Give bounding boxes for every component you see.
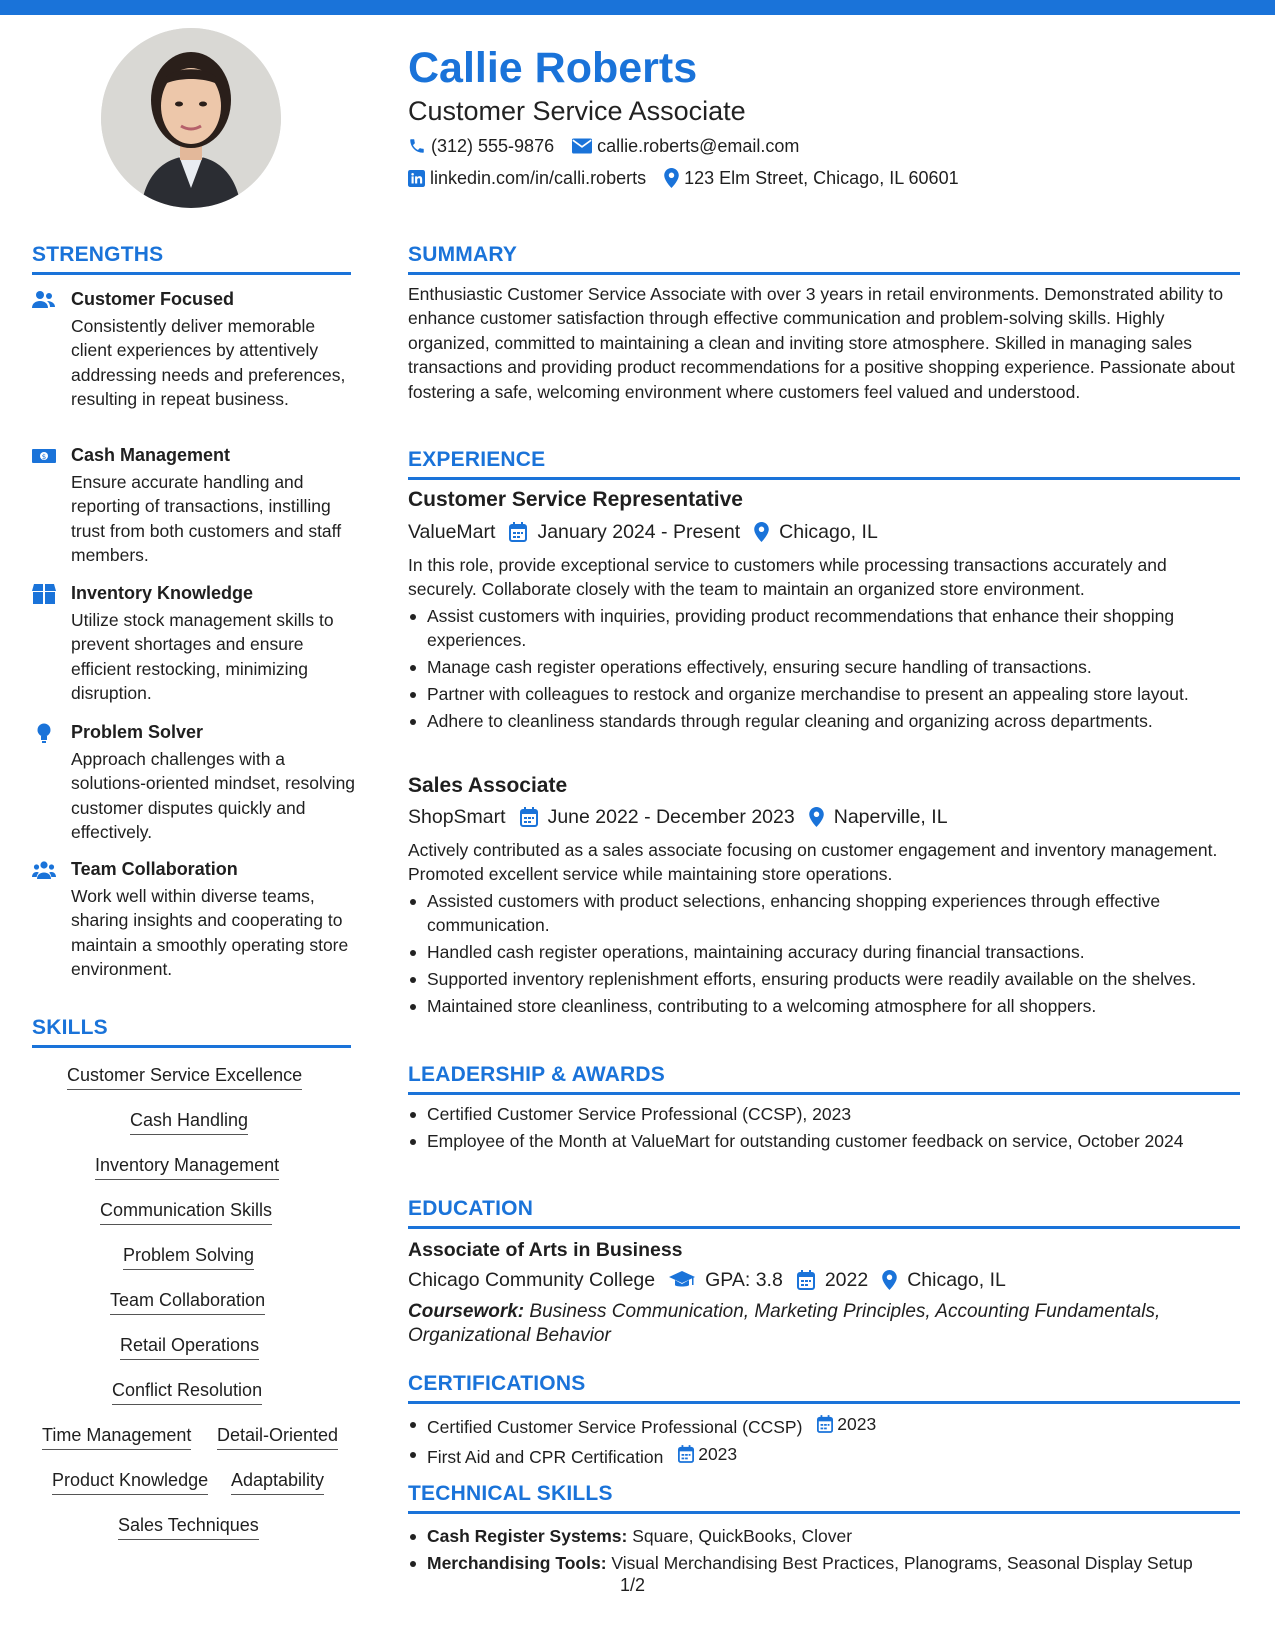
linkedin-contact[interactable] — [408, 167, 646, 189]
technical-list — [408, 1524, 1240, 1578]
graduation-year: 2022 — [824, 1269, 869, 1291]
linkedin-icon — [408, 170, 425, 187]
contact-row-2 — [408, 167, 959, 189]
address-contact — [664, 167, 959, 189]
job-role: Sales Associate — [408, 774, 568, 797]
job-meta — [408, 520, 878, 544]
list-item — [408, 1551, 1240, 1575]
cert-name: Certified Customer Service Professional (CCSP) — [427, 1417, 803, 1438]
svg-text:$: $ — [41, 453, 47, 461]
coursework — [408, 1300, 1240, 1348]
top-accent-bar — [0, 0, 1275, 15]
calendar-icon — [797, 1270, 815, 1290]
email-contact[interactable] — [572, 135, 799, 157]
summary-heading: SUMMARY — [408, 243, 518, 266]
skill-tag: Customer Service Excellence — [67, 1064, 302, 1090]
job-description: In this role, provide exceptional service to customers while processing transactions accurately and securely. Collaborate closely with the team to maintain an organized store environment. — [408, 555, 1167, 600]
skill-tag: Conflict Resolution — [112, 1379, 262, 1405]
job-dates: January 2024 - Present — [537, 521, 741, 543]
tech-value: Visual Merchandising Best Practices, Planograms, Seasonal Display Setup — [611, 1553, 1193, 1573]
technical-heading: TECHNICAL SKILLS — [408, 1482, 613, 1505]
section-divider — [408, 1226, 1240, 1229]
leadership-list — [408, 1102, 1240, 1156]
strengths-heading: STRENGTHS — [32, 243, 164, 266]
certifications-section-header — [408, 1371, 1240, 1404]
candidate-title: Customer Service Associate — [408, 96, 746, 126]
gpa-text: GPA: 3.8 — [705, 1269, 783, 1291]
contact-row-1 — [408, 135, 799, 157]
strength-title: Cash Management — [71, 445, 231, 465]
degree-title: Associate of Arts in Business — [408, 1239, 683, 1261]
job-location: Chicago, IL — [779, 521, 878, 543]
box-icon — [32, 584, 56, 604]
graduation-cap-icon — [669, 1271, 695, 1289]
tech-label: Merchandising Tools: — [427, 1553, 607, 1573]
strength-title: Problem Solver — [71, 722, 204, 742]
strength-desc: Work well within diverse teams, sharing insights and cooperating to maintain a smoothly operating store environment. — [71, 886, 349, 980]
map-pin-icon — [754, 522, 769, 542]
address-text: 123 Elm Street, Chicago, IL 60601 — [684, 168, 959, 188]
job-location: Naperville, IL — [833, 806, 948, 828]
page-number: 1/2 — [620, 1575, 646, 1595]
section-divider — [408, 1511, 1240, 1514]
linkedin-text[interactable]: linkedin.com/in/calli.roberts — [430, 168, 647, 188]
section-divider — [32, 272, 351, 275]
education-section-header — [408, 1196, 1240, 1229]
calendar-icon — [509, 522, 527, 542]
profile-photo — [101, 28, 281, 208]
team-icon — [32, 860, 56, 880]
job-bullets — [408, 889, 1240, 1021]
certifications-heading: CERTIFICATIONS — [408, 1372, 586, 1395]
coursework-label: Coursework: — [408, 1301, 525, 1322]
strength-title: Team Collaboration — [71, 859, 238, 879]
summary-section-header — [408, 242, 1240, 275]
job-dates: June 2022 - December 2023 — [547, 806, 795, 828]
section-divider — [32, 1045, 351, 1048]
list-item: Adhere to cleanliness standards through regular cleaning and organizing across departments. — [408, 709, 1240, 733]
list-item: Assisted customers with product selections, enhancing shopping experiences through effective communication. — [408, 889, 1240, 938]
skill-tag: Detail-Oriented — [217, 1424, 338, 1450]
strength-title: Inventory Knowledge — [71, 583, 254, 603]
education-meta — [408, 1268, 1006, 1292]
phone-text: (312) 555-9876 — [431, 136, 555, 156]
tech-label: Cash Register Systems: — [427, 1526, 628, 1546]
job-role: Customer Service Representative — [408, 488, 743, 511]
envelope-icon — [572, 138, 592, 154]
skills-heading: SKILLS — [32, 1016, 108, 1039]
lightbulb-icon — [32, 723, 56, 743]
education-heading: EDUCATION — [408, 1197, 534, 1220]
section-divider — [408, 272, 1240, 275]
experience-section-header — [408, 447, 1240, 480]
list-item — [408, 1524, 1240, 1548]
list-item: Partner with colleagues to restock and organize merchandise to present an appealing store layout. — [408, 682, 1240, 706]
cert-year: 2023 — [698, 1444, 738, 1465]
leadership-heading: LEADERSHIP & AWARDS — [408, 1063, 665, 1086]
skill-tag: Retail Operations — [120, 1334, 259, 1360]
skill-tag: Problem Solving — [123, 1244, 254, 1270]
school-location: Chicago, IL — [907, 1269, 1006, 1291]
skill-tag: Product Knowledge — [52, 1469, 208, 1495]
strength-desc: Ensure accurate handling and reporting of transactions, instilling trust from both customers and staff members. — [71, 472, 342, 566]
job-meta — [408, 805, 948, 829]
strength-desc: Consistently deliver memorable client experiences by attentively addressing needs and preferences, resulting in repeat business. — [71, 316, 346, 410]
calendar-icon — [678, 1445, 694, 1463]
job-company: ShopSmart — [408, 806, 506, 828]
coursework-text: Business Communication, Marketing Principles, Accounting Fundamentals, Organizational Behavior — [408, 1301, 1161, 1346]
skill-tag: Cash Handling — [130, 1109, 248, 1135]
calendar-icon — [520, 807, 538, 827]
job-company: ValueMart — [408, 521, 496, 543]
school-name: Chicago Community College — [408, 1269, 656, 1291]
list-item: Certified Customer Service Professional (CCSP), 2023 — [408, 1102, 1240, 1126]
skill-tag: Time Management — [42, 1424, 191, 1450]
tech-value: Square, QuickBooks, Clover — [632, 1526, 853, 1546]
skills-section-header — [32, 1015, 351, 1048]
skill-tag: Adaptability — [231, 1469, 324, 1495]
email-text[interactable]: callie.roberts@email.com — [597, 136, 800, 156]
map-pin-icon — [882, 1270, 897, 1290]
candidate-name: Callie Roberts — [408, 44, 698, 92]
skill-tag: Team Collaboration — [110, 1289, 265, 1315]
users-icon — [32, 290, 56, 310]
leadership-section-header — [408, 1062, 1240, 1095]
strength-desc: Utilize stock management skills to prevent shortages and ensure efficient restocking, minimizing disruption. — [71, 610, 334, 704]
money-bill-icon — [32, 446, 56, 466]
skill-tag: Communication Skills — [100, 1199, 272, 1225]
skill-tag: Inventory Management — [95, 1154, 279, 1180]
section-divider — [408, 1401, 1240, 1404]
phone-contact — [408, 135, 554, 157]
job-description: Actively contributed as a sales associate focusing on customer engagement and inventory management. Promoted excellent service while maintaining store operations. — [408, 840, 1218, 885]
certifications-list — [408, 1412, 1240, 1472]
calendar-icon — [817, 1415, 833, 1433]
list-item: Manage cash register operations effectively, ensuring secure handling of transactions. — [408, 655, 1240, 679]
map-pin-icon — [664, 168, 679, 188]
strength-title: Customer Focused — [71, 289, 235, 309]
cert-name: First Aid and CPR Certification — [427, 1447, 664, 1468]
skill-tag: Sales Techniques — [118, 1514, 259, 1540]
cert-year: 2023 — [837, 1414, 877, 1434]
list-item: Supported inventory replenishment efforts, ensuring products were readily available on the shelves. — [408, 967, 1240, 991]
strengths-section-header — [32, 242, 351, 275]
list-item: Employee of the Month at ValueMart for outstanding customer feedback on service, October 2024 — [408, 1129, 1240, 1153]
section-divider — [408, 1092, 1240, 1095]
list-item: Handled cash register operations, maintaining accuracy during financial transactions. — [408, 940, 1240, 964]
list-item: Assist customers with inquiries, providing product recommendations that enhance their shopping experiences. — [408, 604, 1240, 653]
map-pin-icon — [809, 807, 824, 827]
list-item — [408, 1412, 1240, 1440]
section-divider — [408, 477, 1240, 480]
experience-heading: EXPERIENCE — [408, 448, 546, 471]
list-item — [408, 1442, 1240, 1470]
strength-desc: Approach challenges with a solutions-oriented mindset, resolving customer disputes quickly and effectively. — [71, 749, 356, 843]
summary-text: Enthusiastic Customer Service Associate with over 3 years in retail environments. Demonstrated ability to enhance customer satisfaction through effective communication and problem-solving skills. Highly organized, committed to maintaining a clean and inviting store atmosphere. Skilled in managing sales transactions and providing product recommendations for a positive shopping experience. Passionate about fostering a safe, welcoming environment where customers feel valued and understood. — [408, 284, 1235, 402]
list-item: Maintained store cleanliness, contributing to a welcoming atmosphere for all shoppers. — [408, 994, 1240, 1018]
phone-icon — [408, 137, 426, 155]
technical-section-header — [408, 1481, 1240, 1514]
job-bullets — [408, 604, 1240, 736]
